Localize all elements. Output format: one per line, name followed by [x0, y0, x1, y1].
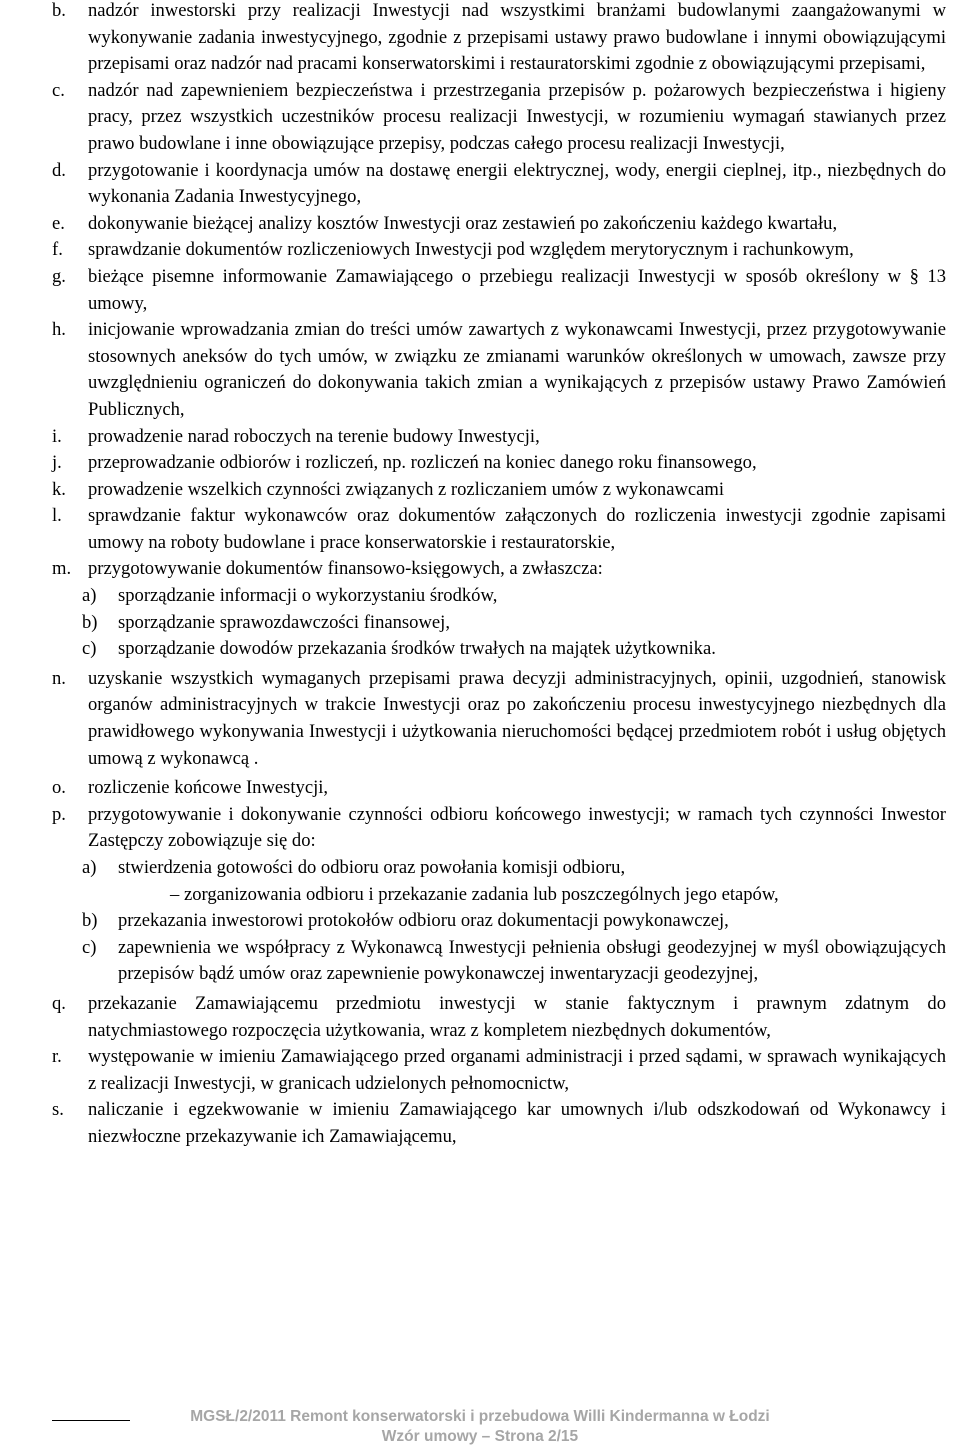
list-marker: r.: [52, 1046, 62, 1068]
list-item-text: przygotowywanie i dokonywanie czynności odbioru końcowego inwestycji; w ramach tych czynności Inwestor Zastępczy zobowiązuje się do:: [88, 803, 946, 852]
list-marker: s.: [52, 1099, 64, 1121]
list-item-text: sprawdzanie faktur wykonawców oraz dokumentów załączonych do rozliczenia inwestycji zgodnie zapisami umowy na roboty budowlane i prace konserwatorskie i restauratorskie,: [88, 505, 946, 553]
list-item-l: [52, 503, 946, 556]
list-marker: b): [82, 611, 98, 633]
list-item-e: [52, 211, 946, 238]
list-item-text: dokonywanie bieżącej analizy kosztów Inwestycji oraz zestawień po zakończeniu każdego kwartału,: [88, 212, 838, 234]
list-item-text: przekazanie Zamawiającemu przedmiotu inwestycji w stanie faktycznym i prawnym zdatnym do natychmiastowego rozpoczęcia użytkowania, wraz z kompletem niezbędnych dokumentów,: [88, 992, 946, 1041]
list-item-text: naliczanie i egzekwowanie w imieniu Zamawiającego kar umownych i/lub odszkodowań od Wykonawcy i niezwłoczne przekazywanie ich Zamawiającemu,: [88, 1099, 946, 1147]
list-marker: b.: [52, 0, 66, 21]
list-marker: b): [82, 910, 98, 932]
list-item-text: sporządzanie informacji o wykorzystaniu środków,: [118, 585, 498, 607]
list-marker: e.: [52, 212, 65, 234]
list-marker: a): [82, 857, 97, 878]
list-item-p: [52, 802, 946, 855]
list-marker: o.: [52, 777, 66, 799]
list-item-text: przygotowanie i koordynacja umów na dostawę energii elektrycznej, wody, energii cieplnej, itp., niezbędnych do wykonania Zadania Inwestycyjnego,: [88, 159, 946, 208]
list-marker: f.: [52, 239, 63, 261]
list-item-d: [52, 158, 946, 211]
list-item-text: prowadzenie wszelkich czynności związanych z rozliczaniem umów z wykonawcami: [88, 478, 725, 500]
sub-item-p-a: [52, 855, 946, 882]
list-marker: l.: [52, 505, 62, 527]
dash-marker: –: [170, 883, 180, 905]
list-marker: a): [82, 585, 97, 607]
list-item-f: [52, 237, 946, 264]
list-item-text: inicjowanie wprowadzania zmian do treści umów zawartych z wykonawcami Inwestycji, przez przygotowywanie stosownych aneksów do tych umów, w związku ze zmianami warunków określonych w umowach, zawsze przy uwzględnieniu ograniczeń do dokonywania takich zmian a wynikających z przepisów ustawy Prawo Zamówień Publicznych,: [88, 319, 946, 420]
list-item-text: sporządzanie dowodów przekazania środków trwałych na majątek użytkownika.: [118, 638, 716, 660]
footer-title: MGSŁ/2/2011 Remont konserwatorski i przebudowa Willi Kindermanna w Łodzi: [190, 1408, 770, 1425]
obligations-list: [52, 0, 946, 1151]
sub-item-p-b: [52, 908, 946, 935]
list-item-c: [52, 78, 946, 158]
list-item-text: rozliczenie końcowe Inwestycji,: [88, 777, 329, 799]
list-item-h: [52, 317, 946, 423]
sub-item-m-b: [52, 610, 946, 637]
list-item-text: występowanie w imieniu Zamawiającego przed organami administracji i przed sądami, w sprawach wynikających z realizacji Inwestycji, w granicach udzielonych pełnomocnictw,: [88, 1046, 946, 1094]
sub-item-p-dash: [52, 882, 946, 909]
list-marker: j.: [52, 452, 62, 474]
list-marker: n.: [52, 667, 66, 689]
list-marker: c.: [52, 79, 65, 101]
list-item-j: [52, 450, 946, 477]
list-marker: d.: [52, 159, 66, 181]
list-item-text: sporządzanie sprawozdawczości finansowej,: [118, 611, 450, 633]
list-marker: q.: [52, 992, 66, 1014]
list-marker: c): [82, 638, 97, 660]
list-item-r: [52, 1044, 946, 1097]
list-item-text: przeprowadzanie odbiorów i rozliczeń, np. rozliczeń na koniec danego roku finansowego,: [88, 452, 757, 474]
list-item-text: zorganizowania odbioru i przekazanie zadania lub poszczególnych jego etapów,: [183, 883, 779, 905]
sub-item-m-c: [52, 636, 946, 663]
list-item-text: bieżące pisemne informowanie Zamawiającego o przebiegu realizacji Inwestycji w sposób określony w § 13 umowy,: [88, 265, 946, 314]
list-marker: i.: [52, 425, 62, 447]
list-item-text: przekazania inwestorowi protokołów odbioru oraz dokumentacji powykonawczej,: [118, 910, 729, 932]
list-marker: h.: [52, 319, 66, 341]
list-item-text: zapewnienia we współpracy z Wykonawcą Inwestycji pełnienia obsługi geodezyjnej w myśl obowiązujących przepisów bądź umów oraz zapewnienie powykonawczej inwentaryzacji geodezyjnej,: [118, 936, 946, 985]
list-item-n: [52, 666, 946, 772]
sub-item-m-a: [52, 583, 946, 610]
footer-page-number: Wzór umowy – Strona 2/15: [381, 1428, 579, 1445]
list-item-text: nadzór nad zapewnieniem bezpieczeństwa i przestrzegania przepisów p. pożarowych bezpieczeństwa i higieny pracy, przez wszystkich uczestników procesu realizacji Inwestycji, w rozumieniu wymagań stawianych przez prawo budowlane i inne obowiązujące przepisy, podczas całego procesu realizacji Inwestycji,: [88, 79, 946, 154]
list-item-text: stwierdzenia gotowości do odbioru oraz powołania komisji odbioru,: [118, 857, 626, 878]
list-item-s: [52, 1097, 946, 1150]
list-marker: p.: [52, 803, 66, 825]
list-item-k: [52, 477, 946, 504]
list-item-q: [52, 991, 946, 1044]
list-marker: k.: [52, 478, 66, 500]
list-item-m: [52, 556, 946, 583]
list-item-i: [52, 424, 946, 451]
list-item-text: prowadzenie narad roboczych na terenie budowy Inwestycji,: [88, 425, 540, 447]
list-marker: c): [82, 936, 97, 958]
list-marker: m.: [52, 558, 72, 580]
list-item-text: sprawdzanie dokumentów rozliczeniowych Inwestycji pod względem merytorycznym i rachunkowym,: [88, 239, 854, 261]
list-item-text: nadzór inwestorski przy realizacji Inwestycji nad wszystkimi branżami budowlanymi zaangażowanymi w wykonywanie zadania inwestycyjnego, zgodnie z przepisami ustawy prawo budowlane i innymi obowiązującymi przepisami oraz nadzór nad pracami konserwatorskimi i restauratorskimi zgodnie z obowiązującymi przepisami,: [88, 0, 946, 75]
list-item-text: przygotowywanie dokumentów finansowo-księgowych, a zwłaszcza:: [88, 558, 603, 580]
list-item-o: [52, 775, 946, 802]
sub-item-p-c: [52, 935, 946, 988]
list-item-g: [52, 264, 946, 317]
list-item-b: [52, 0, 946, 78]
list-item-text: uzyskanie wszystkich wymaganych przepisami prawa decyzji administracyjnych, opinii, uzgodnień, stanowisk organów administracyjnych w trakcie Inwestycji oraz po zakończeniu procesu inwestycyjnego niezbędnych dla prawidłowego wykonywania Inwestycji i użytkowania nieruchomości będącej przedmiotem robót i usług objętych umową z wykonawcą .: [88, 667, 946, 769]
list-marker: g.: [52, 265, 66, 287]
